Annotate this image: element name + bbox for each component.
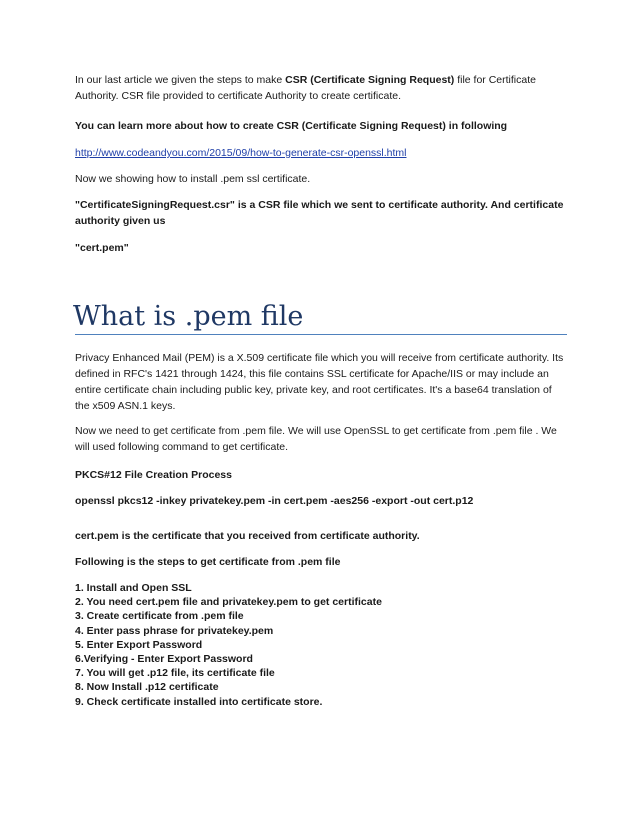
list-item: 7. You will get .p12 file, its certificate file: [75, 667, 275, 680]
cert-pem-text: "cert.pem": [75, 242, 129, 254]
list-item: 8. Now Install .p12 certificate: [75, 681, 219, 694]
list-item: 4. Enter pass phrase for privatekey.pem: [75, 624, 274, 637]
steps-list: [75, 581, 567, 709]
list-item: 1. Install and Open SSL: [75, 582, 192, 594]
intro-paragraph: [75, 72, 567, 104]
list-item: 9. Check certificate installed into certificate store.: [75, 695, 323, 708]
learn-more-text: You can learn more about how to create CSR (Certificate Signing Request) in following: [75, 120, 508, 132]
list-item: 3. Create certificate from .pem file: [75, 610, 244, 623]
list-item: 6.Verifying - Enter Export Password: [75, 653, 253, 666]
pem-description-paragraph: Privacy Enhanced Mail (PEM) is a X.509 certificate file which you will receive from certificate authority. Its defined in RFC's 1421 through 1424, this file contains SSL certificate for Apache/IIS or may include an entire certificate chain including public key, private key, and root certificates. It's a base64 translation of the x509 ASN.1 keys.: [75, 352, 564, 412]
csr-note-text: "CertificateSigningRequest.csr" is a CSR file which we sent to certificate authority. And certificate authority given us: [75, 199, 564, 227]
list-item: 2. You need cert.pem file and privatekey.pem to get certificate: [75, 596, 382, 609]
list-item: 5. Enter Export Password: [75, 638, 203, 651]
openssl-command: openssl pkcs12 -inkey privatekey.pem -in cert.pem -aes256 -export -out cert.p12: [75, 495, 474, 507]
pkcs-title: PKCS#12 File Creation Process: [75, 469, 232, 481]
section-heading: What is .pem file: [73, 301, 304, 332]
install-intro-text: Now we showing how to install .pem ssl certificate.: [75, 173, 311, 185]
heading-underline: [75, 334, 567, 335]
intro-text-prefix: In our last article we given the steps to make: [75, 74, 286, 86]
openssl-note-paragraph: Now we need to get certificate from .pem file. We will use OpenSSL to get certificate from .pem file . We will used following command to get certificate.: [75, 425, 557, 453]
steps-intro-text: Following is the steps to get certificate from .pem file: [75, 556, 341, 568]
csr-article-link-line: [75, 145, 567, 161]
cert-received-text: cert.pem is the certificate that you received from certificate authority.: [75, 530, 420, 542]
csr-term: CSR (Certificate Signing Request): [285, 74, 455, 86]
intro-text-suffix: file for Certificate Authority. CSR file provided to certificate Authority to create certificate.: [75, 74, 536, 102]
csr-article-link[interactable]: http://www.codeandyou.com/2015/09/how-to-generate-csr-openssl.html: [75, 147, 407, 159]
